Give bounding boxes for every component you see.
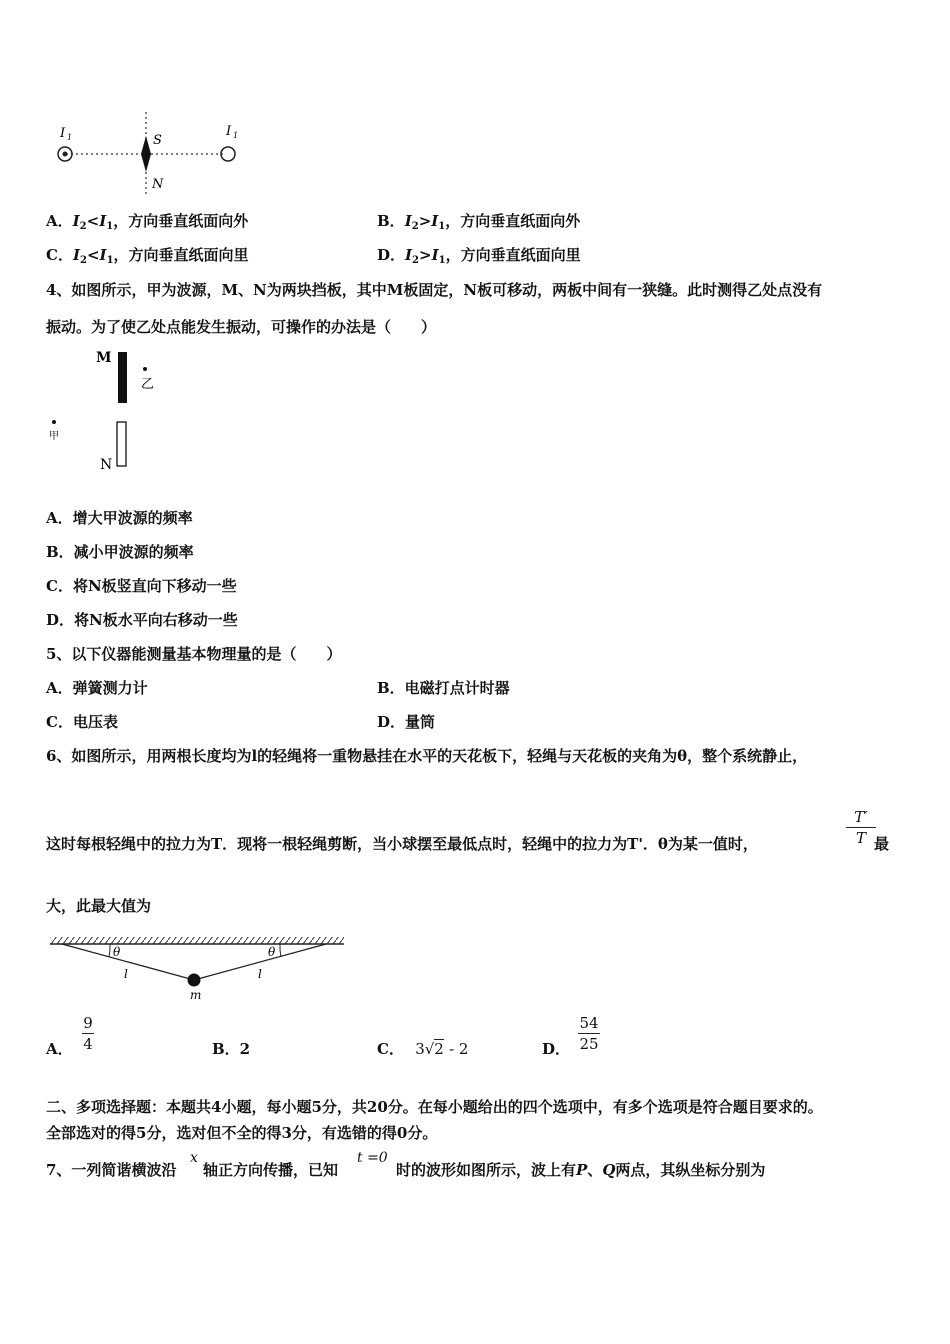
- q6-stem-line1: 6、如图所示，用两根长度均为l的轻绳将一重物悬挂在水平的天花板下，轻绳与天花板的夹角为θ，整个系统静止，: [46, 747, 808, 765]
- q5-option-b: B．电磁打点计时器: [377, 679, 510, 697]
- label-i2: I: [226, 124, 232, 139]
- q6-option-b: B．2: [212, 1040, 251, 1058]
- q6-stem-line2-end: 最: [874, 835, 890, 853]
- q6-figure: [48, 932, 348, 1004]
- svg-text:1: 1: [233, 131, 239, 140]
- label-theta-right: θ: [268, 945, 276, 959]
- q6-option-d-letter: D．: [542, 1040, 571, 1058]
- label-yi: 乙: [141, 377, 155, 392]
- q6-ratio-fraction: T′ T: [846, 808, 876, 847]
- label-l-right: l: [258, 967, 262, 981]
- label-n: N: [100, 457, 113, 473]
- q4-option-b: B．减小甲波源的频率: [46, 543, 194, 561]
- q4-figure: [44, 346, 174, 474]
- q6-option-a-letter: A．: [46, 1040, 73, 1058]
- section2-line1: 二、多项选择题：本题共4小题，每小题5分，共20分。在每小题给出的四个选项中，有多个选项是符合题目要求的。: [46, 1098, 823, 1116]
- section2-line2: 全部选对的得5分，选对但不全的得3分，有选错的得0分。: [46, 1124, 438, 1142]
- q3-option-b: B．$I_2>I_1$，方向垂直纸面向外: [377, 212, 581, 232]
- label-m: m: [190, 988, 202, 1002]
- label-s: S: [153, 133, 162, 148]
- q6-option-d-fraction: 54 25: [579, 1014, 599, 1053]
- q4-option-c: C．将N板竖直向下移动一些: [46, 577, 237, 595]
- q4-option-d: D．将N板水平向右移动一些: [46, 611, 238, 629]
- q3-option-a: A．$I_2<I_1$，方向垂直纸面向外: [46, 212, 249, 232]
- q7-stem-b: 轴正方向传播，已知: [203, 1161, 339, 1179]
- label-n: N: [152, 177, 164, 192]
- q3-option-c: C．$I_2<I_1$，方向垂直纸面向里: [46, 246, 249, 266]
- q7-stem-a: 7、一列简谐横波沿: [46, 1161, 177, 1179]
- q4-stem-line1: 4、如图所示，甲为波源，M、N为两块挡板，其中M板固定，N板可移动，两板中间有一狭缝。此时测得乙处点没有: [46, 281, 823, 299]
- current-i2-icon: [221, 147, 235, 161]
- label-i1: I: [60, 126, 66, 141]
- label-m: M: [96, 350, 112, 366]
- q4-stem-line2: 振动。为了使乙处点能发生振动，可操作的办法是（ ）: [46, 318, 437, 336]
- q6-option-c: C． 3√2 - 2: [377, 1040, 469, 1058]
- label-theta-left: θ: [113, 945, 121, 959]
- compass-needle-icon: [141, 136, 151, 172]
- q5-option-d: D．量筒: [377, 713, 436, 731]
- q3-option-d: D．$I_2>I_1$，方向垂直纸面向里: [377, 246, 581, 266]
- q7-stem-c: 时的波形如图所示，波上有P、Q两点，其纵坐标分别为: [396, 1161, 766, 1179]
- q6-stem-line3: 大，此最大值为: [46, 897, 152, 915]
- plate-m: [118, 352, 127, 403]
- label-l-left: l: [124, 967, 128, 981]
- q5-option-c: C．电压表: [46, 713, 118, 731]
- source-jia-icon: [52, 420, 56, 424]
- mass-ball-icon: [188, 974, 201, 987]
- q5-option-a: A．弹簧测力计: [46, 679, 148, 697]
- rope-left: [62, 944, 194, 980]
- q3-figure: [48, 108, 248, 198]
- q4-option-a: A．增大甲波源的频率: [46, 509, 193, 527]
- label-jia: 甲: [49, 431, 59, 442]
- point-yi-icon: [143, 367, 147, 371]
- svg-text:1: 1: [67, 133, 73, 142]
- q7-var-x: x: [190, 1150, 198, 1166]
- q6-option-a-fraction: 9 4: [83, 1014, 93, 1053]
- plate-n: [117, 422, 126, 466]
- q6-stem-line2: 这时每根轻绳中的拉力为T．现将一根轻绳剪断，当小球摆至最低点时，轻绳中的拉力为T'．θ为某一值时，: [46, 835, 758, 853]
- ceiling: [50, 937, 344, 944]
- q5-stem: 5、以下仪器能测量基本物理量的是（ ）: [46, 645, 342, 663]
- q7-t0: t =0: [357, 1150, 388, 1166]
